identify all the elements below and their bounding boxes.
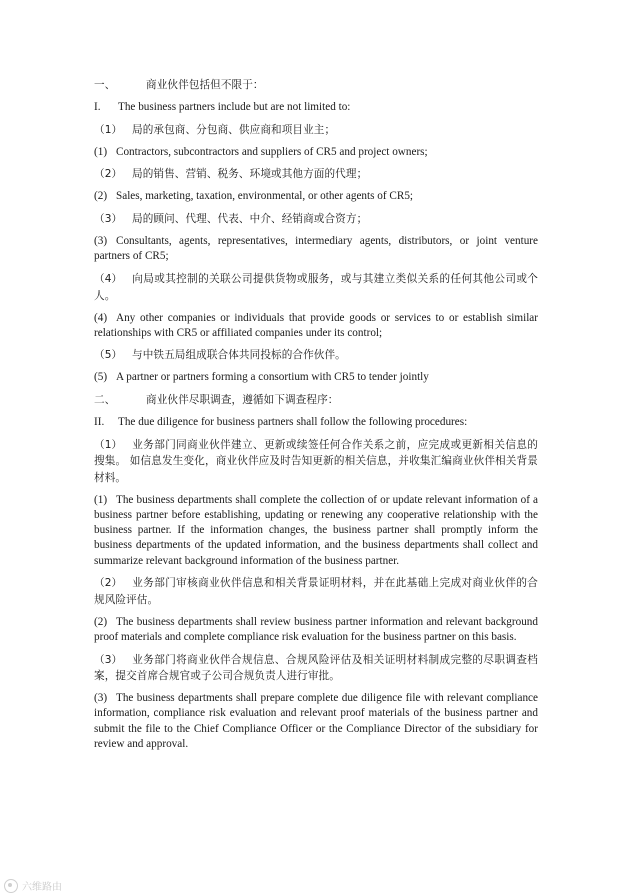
item-cn-3	[94, 211, 538, 228]
procedure-en-1	[94, 493, 538, 569]
paragraph-text: 业务部门同商业伙伴建立、更新或续签任何合作关系之前，应完成或更新相关信息的搜集。 如信息发生变化，商业伙伴应及时告知更新的相关信息，并收集汇编商业伙伴相关背景材料。	[94, 438, 538, 484]
item-cn-4	[94, 271, 538, 304]
watermark	[4, 878, 62, 893]
procedure-en-2	[94, 615, 538, 645]
paragraph-text: Consultants, agents, representatives, intermediary agents, distributors, or joint venture partners of CR5;	[94, 235, 538, 263]
procedure-en-3	[94, 691, 538, 752]
item-number: （5）	[94, 349, 123, 362]
section-number: II.	[94, 416, 105, 429]
item-number: （2）	[94, 577, 123, 590]
document-body	[94, 77, 538, 759]
item-en-5	[94, 370, 538, 385]
item-number: （1）	[94, 438, 123, 451]
item-en-4	[94, 311, 538, 341]
section-number: 二、	[94, 394, 116, 407]
paragraph-text: Contractors, subcontractors and suppliers of CR5 and project owners;	[116, 145, 428, 158]
section-number: 一、	[94, 79, 116, 91]
item-number: (5)	[94, 371, 108, 384]
paragraph-text: A partner or partners forming a consortium with CR5 to tender jointly	[116, 371, 429, 384]
paragraph-text: Sales, marketing, taxation, environmental, or other agents of CR5;	[116, 190, 414, 203]
paragraph-text: 局的承包商、分包商、供应商和项目业主；	[132, 123, 336, 136]
paragraph-text: Any other companies or individuals that provide goods or services to or establish similar relationships with CR5 or affiliated companies under its control;	[94, 311, 538, 339]
item-number: (4)	[94, 311, 108, 324]
paragraph-text: The business departments shall review business partner information and relevant background proof materials and complete compliance risk evaluation for the business partner on this basis.	[94, 615, 538, 644]
item-number: （1）	[94, 123, 123, 136]
item-number: (3)	[94, 235, 108, 248]
item-number: （3）	[94, 213, 123, 226]
item-number: (2)	[94, 190, 108, 203]
logo-circle-icon	[4, 879, 18, 893]
item-number: （3）	[94, 653, 123, 666]
paragraph-text: 局的销售、营销、税务、环境或其他方面的代理；	[132, 168, 368, 181]
paragraph-text: 向局或其控制的关联公司提供货物或服务，或与其建立类似关系的任何其他公司或个人。	[94, 273, 538, 302]
paragraph-text: The business departments shall complete the collection of or update relevant information of a business partner before establishing, updating or renewing any cooperative relationship with the business partner. If the information changes, the business partner shall promptly inform the business departments of the updated information, and the business departments shall collect and summarize relevant background information of the business partner.	[94, 493, 538, 567]
item-cn-5	[94, 347, 538, 364]
item-en-2	[94, 189, 538, 204]
heading-en-2	[94, 415, 538, 430]
item-number: （4）	[94, 273, 123, 286]
item-en-3	[94, 234, 538, 264]
paragraph-text: 业务部门审核商业伙伴信息和相关背景证明材料，并在此基础上完成对商业伙伴的合规风险评估。	[94, 577, 538, 606]
item-number: (2)	[94, 615, 108, 628]
procedure-cn-2	[94, 575, 538, 608]
paragraph-text: 局的顾问、代理、代表、中介、经销商或合资方；	[132, 213, 368, 226]
procedure-cn-1	[94, 437, 538, 487]
procedure-cn-3	[94, 652, 538, 685]
paragraph-text: 商业伙伴包括但不限于：	[146, 79, 264, 91]
paragraph-text: 与中铁五局组成联合体共同投标的合作伙伴。	[132, 349, 346, 362]
item-number: （2）	[94, 168, 123, 181]
watermark-text: 六维路由	[22, 882, 62, 893]
item-cn-1	[94, 122, 538, 139]
paragraph-text: 商业伙伴尽职调查，遵循如下调查程序：	[146, 394, 339, 407]
paragraph-text: The business partners include but are not limited to:	[118, 101, 351, 113]
heading-cn-1	[94, 77, 538, 94]
item-number: (1)	[94, 493, 108, 506]
item-number: (1)	[94, 145, 108, 158]
heading-en-1	[94, 100, 538, 115]
section-number: I.	[94, 101, 101, 113]
item-en-1	[94, 145, 538, 160]
paragraph-text: The due diligence for business partners shall follow the following procedures:	[118, 416, 468, 429]
item-number: (3)	[94, 692, 108, 705]
paragraph-text: The business departments shall prepare complete due diligence file with relevant compliance information, compliance risk evaluation and relevant proof materials of the business partner and submit the file to the Chief Compliance Officer or the Compliance Director of the subsidiary for review and approval.	[94, 692, 538, 750]
item-cn-2	[94, 166, 538, 183]
paragraph-text: 业务部门将商业伙伴合规信息、合规风险评估及相关证明材料制成完整的尽职调查档案，提交首席合规官或子公司合规负责人进行审批。	[94, 653, 538, 683]
heading-cn-2	[94, 392, 538, 409]
